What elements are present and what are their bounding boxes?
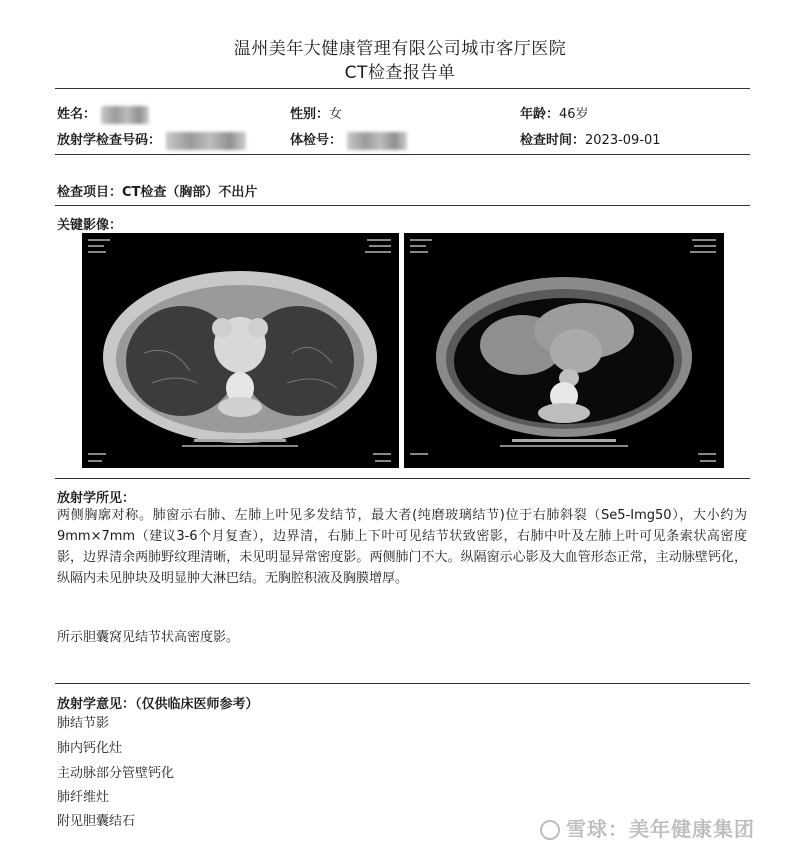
findings-divider (55, 683, 750, 684)
age-field (520, 103, 589, 122)
exam-item-divider (55, 205, 750, 206)
exam-time-field (520, 129, 661, 148)
opinion-item: 主动脉部分管壁钙化 (57, 766, 175, 781)
opinion-item: 肺结节影 (57, 716, 110, 731)
name-redacted (101, 106, 149, 124)
gender-field (290, 103, 342, 122)
watermark-text: 雪球：美年健康集团 (566, 817, 755, 841)
exam-number-field (57, 129, 246, 150)
header-divider (55, 88, 750, 89)
ct-image-lung-window (82, 233, 399, 468)
findings-paragraph-2: 所示胆囊窝见结节状高密度影。 (57, 630, 240, 645)
age-value: 46岁 (559, 107, 589, 122)
opinion-label: 放射学意见：（仅供临床医师参考） (57, 697, 259, 712)
key-images-label: 关键影像： (57, 218, 123, 233)
opinion-item: 肺内钙化灶 (57, 741, 123, 756)
images-divider (55, 478, 750, 479)
hospital-name: 温州美年大健康管理有限公司城市客厅医院 (233, 39, 567, 59)
ct-image-mediastinal-window (404, 233, 724, 468)
gender-label: 性别： (290, 107, 330, 122)
name-label: 姓名： (57, 107, 97, 122)
report-title: CT检查报告单 (344, 63, 456, 83)
body-number-label: 体检号： (290, 133, 343, 148)
exam-number-label: 放射学检查号码： (57, 133, 162, 148)
snowball-logo-icon (540, 820, 560, 840)
exam-item-value: CT检查（胸部）不出片 (122, 185, 258, 200)
opinion-item: 附见胆囊结石 (57, 814, 136, 829)
opinion-item: 肺纤维灶 (57, 790, 110, 805)
body-number-field (290, 129, 407, 150)
exam-time-label: 检查时间： (520, 133, 586, 148)
watermark (540, 813, 755, 842)
exam-number-redacted (166, 132, 246, 150)
info-divider (55, 154, 750, 155)
exam-item-label: 检查项目： (57, 185, 123, 200)
findings-label: 放射学所见： (57, 491, 136, 506)
exam-time-value: 2023-09-01 (585, 133, 661, 148)
name-field (57, 103, 149, 124)
findings-paragraph-1: 两侧胸廓对称。肺窗示右肺、左肺上叶见多发结节，最大者(纯磨玻璃结节)位于右肺斜裂（Se5-Img50），大小约为9mm×7mm（建议3-6个月复查），边界清，右肺上下叶可见结节状致密影，右肺中叶及左肺上叶可见条索状高密度影，边界清余两肺野纹理清晰，未见明显异常密度影。两侧肺门不大。纵隔窗示心影及大血管形态正常，主动脉壁钙化，纵隔内未见肿块及明显肿大淋巴结。无胸腔积液及胸膜增厚。 (57, 508, 747, 586)
exam-item-field (57, 181, 257, 200)
body-number-redacted (347, 132, 407, 150)
gender-value: 女 (329, 107, 343, 122)
age-label: 年龄： (520, 107, 560, 122)
